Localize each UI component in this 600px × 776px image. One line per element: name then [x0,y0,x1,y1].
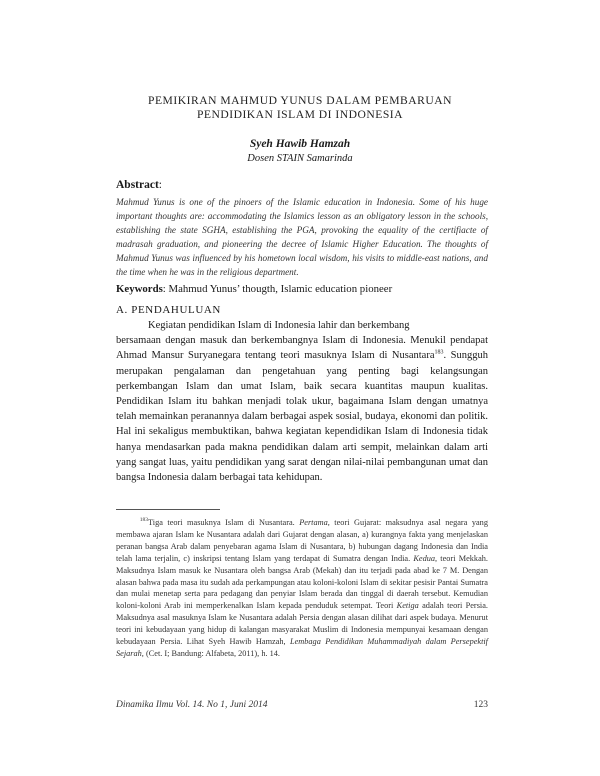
abstract-heading [116,179,162,191]
footnote-text-5: (Cet. I; Bandung: Alfabeta, 2011), h. 14. [143,648,280,658]
footnote-italic-4: Lembaga Pendidikan Muhammadiyah dalam Persepektif Sejarah, [116,637,488,658]
footnote [116,517,488,660]
paragraph-text-b: . Sungguh merupakan pengalaman dan pengetahuan yang penting bagi kelangsungan perkembangan Islam dan umat Islam, baik secara kuantitas maupun kualitas. Pendidikan Islam itu bahkan menjadi tolak ukur, bagaimana Islam dengan umatnya telah memainkan peranannya dalam berbagai aspek sosial, budaya, ekonomi dan politik. Hal ini sekaligus membuktikan, bahwa kegiatan kependidikan Islam di Indonesia tidak hanya mendasarkan pada makna pendidikan dalam arti sempit, melainkan dalam arti yang sangat luas, yaitu pendidikan yang sarat dengan nilai-nilai pembangunan umat dan bangsa Indonesia dalam berbagai tata kehidupan. [116,350,488,484]
footnote-italic-3: Ketiga [396,601,419,611]
footnote-text-4: adalah teori Persia. Maksudnya asal masuknya Islam ke Nusantara adalah Persia dengan alasan dilihat dari aspek budaya. Menurut teori ini kebudayaan yang hidup di kalangan masyarakat Muslim di Indonesia mempunyai kesamaan dengan kebudayaan Persia. Lihat Syeh Hawib Hamzah, [116,601,488,647]
footnote-italic-1: Pertama [299,518,328,527]
journal-citation: Dinamika Ilmu Vol. 14. No 1, Juni 2014 [116,700,268,710]
section-heading: A. PENDAHULUAN [116,304,221,316]
footnote-text-2: , teori Gujarat: maksudnya asal negara yang membawa ajaran Islam ke Nusantara adalah dari Gujarat dengan alasan, a) kurangnya fakta yang menjelaskan peranan bangsa Arab dalam penyebaran agama Islam di Nusantara, b) hubungan dagang Indonesia dan India telah lama terjalin, c) inskripsi tentang Islam yang terdapat di Sumatra dengan India. [116,518,488,563]
section-paragraph [116,318,488,485]
keywords-text: : Mahmud Yunus’ thougth, Islamic education pioneer [162,283,393,295]
abstract-label: Abstract [116,179,159,191]
footnote-reference[interactable]: 183 [434,349,444,356]
abstract-colon: : [158,179,162,191]
paragraph-text-a: bersamaan dengan masuk dan berkembangnya Islam di Indonesia. Menukil pendapat Ahmad Mansur Suryanegara tentang teori masuknya Islam di Nusantara [116,335,488,362]
keywords-label: Keywords [116,283,163,295]
title-line-2: PENDIDIKAN ISLAM DI INDONESIA [196,108,404,121]
page-number: 123 [473,700,488,710]
paragraph-first-line: Kegiatan pendidikan Islam di Indonesia lahir dan berkembang [148,320,410,331]
abstract-text: Mahmud Yunus is one of the pinoers of the Islamic education in Indonesia. Some of his huge important thoughts are: accommodating the Islamics lesson as an obligatory lesson in the schools, establishing the state SGHA, establishing the PGA, provoking the equality of the certifiacte of madrasah graduation, and pioneering the decree of Islamic Higher Education. The thoughts of Mahmud Yunus was influenced by his hometown local wisdom, his visits to middle-east nations, and the time when he was in the religious department. [116,197,488,277]
footnote-number: 183 [139,517,148,524]
title-line-1: PEMIKIRAN MAHMUD YUNUS DALAM PEMBARUAN [148,94,452,107]
article-title [0,94,600,122]
author-affiliation: Dosen STAIN Samarinda [247,153,353,164]
footnote-text-3: , teori Mekkah. Maksudnya Islam masuk ke Nusantara oleh bangsa Arab (Mekah) dan itu terjadi pada abad ke 7 M. Dengan alasan bahwa pada masa itu sudah ada perkampungan atau koloni-koloni Islam di sekitar pesisir Pantai Sumatra dan mulai menetap serta para pedagang dan penyiar Islam berada dan tinggal di daerah tersebut. Kemudian koloni-koloni Arab ini memperkenalkan Islam kepada penduduk setempat. Teori [116,553,488,611]
keywords [116,283,488,295]
footnote-divider [116,509,220,510]
footnote-text-1: Tiga teori masuknya Islam di Nusantara. [148,518,300,527]
footnote-italic-2: Kedua [413,553,436,563]
author-name: Syeh Hawib Hamzah [249,138,351,150]
